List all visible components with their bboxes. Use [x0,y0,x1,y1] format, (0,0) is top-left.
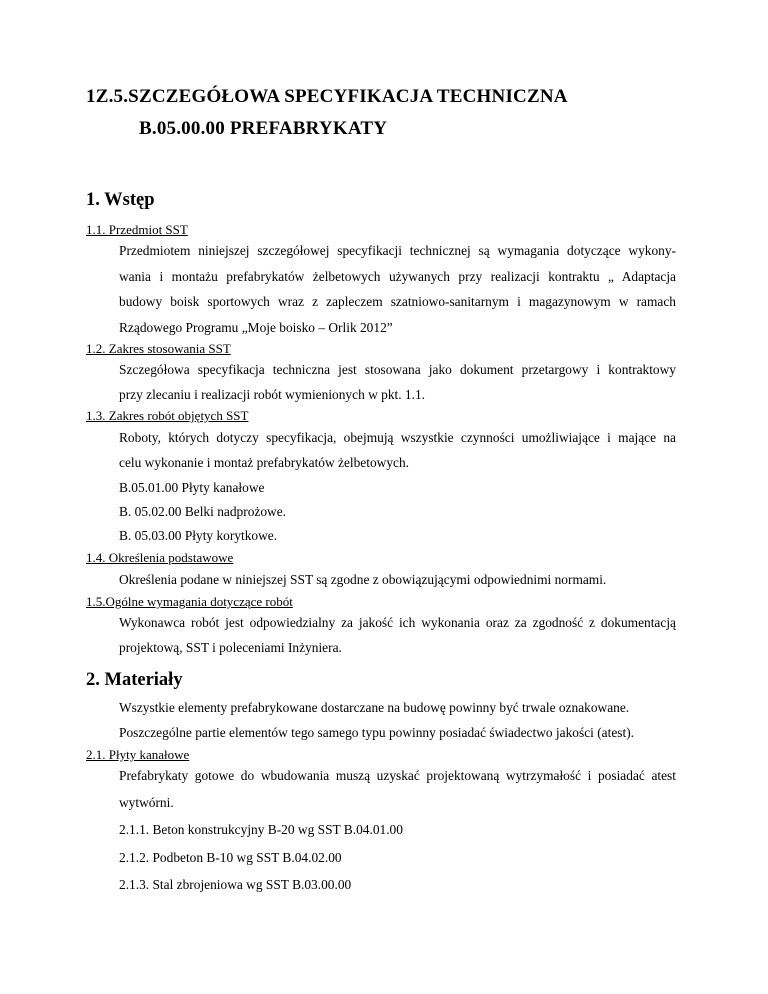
subsection-1-5-line: projektową, SST i poleceniami Inżyniera. [119,640,342,655]
subsection-1-3-line: Roboty, których dotyczy specyfikacja, obejmują wszystkie czynności umożliwiające i mające na [119,430,676,445]
subsection-2-1-line: 2.1.2. Podbeton B-10 wg SST B.04.02.00 [119,850,342,865]
subsection-1-5-line: Wykonawca robót jest odpowiedzialny za jakość ich wykonania oraz za zgodność z dokumentacją [119,615,676,630]
section-2-intro-line: Wszystkie elementy prefabrykowane dostarczane na budowę powinny być trwale oznakowane. [119,700,630,715]
subsection-1-2-line: Szczegółowa specyfikacja techniczna jest stosowana jako dokument przetargowy i kontraktowy [119,362,676,377]
section-1-heading: 1. Wstęp [86,190,155,210]
subsection-1-3-line: B. 05.03.00 Płyty korytkowe. [119,528,278,543]
subsection-2-1-line: 2.1.3. Stal zbrojeniowa wg SST B.03.00.00 [119,877,352,892]
subsection-2-1-line: Prefabrykaty gotowe do wbudowania muszą uzyskać projektowaną wytrzymałość i posiadać atest [119,768,676,783]
subsection-1-2-line: przy zlecaniu i realizacji robót wymienionych w pkt. 1.1. [119,387,426,402]
subsection-1-1-label: 1.1. Przedmiot SST [86,222,188,237]
subsection-1-1-line: wania i montażu prefabrykatów żelbetowych używanych przy realizacji kontraktu „ Adaptacja [119,269,676,284]
subsection-1-4-line: Określenia podane w niniejszej SST są zgodne z obowiązującymi odpowiednimi normami. [119,572,607,587]
subsection-1-2-label: 1.2. Zakres stosowania SST [86,341,231,356]
subsection-2-1-line: wytwórni. [119,795,174,810]
subsection-2-1-line: 2.1.1. Beton konstrukcyjny B-20 wg SST B.04.01.00 [119,822,403,837]
subsection-1-5-label: 1.5.Ogólne wymagania dotyczące robót [86,594,293,609]
subsection-1-1-line: budowy boisk sportowych wraz z zapleczem szatniowo-sanitarnym i magazynowym w ramach [119,294,676,309]
subsection-1-4-label: 1.4. Określenia podstawowe [86,550,234,565]
section-2-intro-line: Poszczególne partie elementów tego samego typu powinny posiadać świadectwo jakości (atest). [119,725,635,740]
subsection-1-1-line: Przedmiotem niniejszej szczegółowej specyfikacji technicznej są wymagania dotyczące wykony- [119,243,676,258]
subsection-1-3-line: celu wykonanie i montaż prefabrykatów żelbetowych. [119,455,410,470]
subsection-1-1-line: Rządowego Programu „Moje boisko – Orlik 2012” [119,320,393,335]
section-2-heading: 2. Materiały [86,670,183,690]
document-subtitle: B.05.00.00 PREFABRYKATY [139,118,388,139]
subsection-1-3-line: B. 05.02.00 Belki nadprożowe. [119,504,286,519]
subsection-1-3-label: 1.3. Zakres robót objętych SST [86,408,249,423]
subsection-1-3-line: B.05.01.00 Płyty kanałowe [119,480,265,495]
subsection-2-1-label: 2.1. Płyty kanałowe [86,747,190,762]
document-title: 1Z.5.SZCZEGÓŁOWA SPECYFIKACJA TECHNICZNA [86,86,568,107]
